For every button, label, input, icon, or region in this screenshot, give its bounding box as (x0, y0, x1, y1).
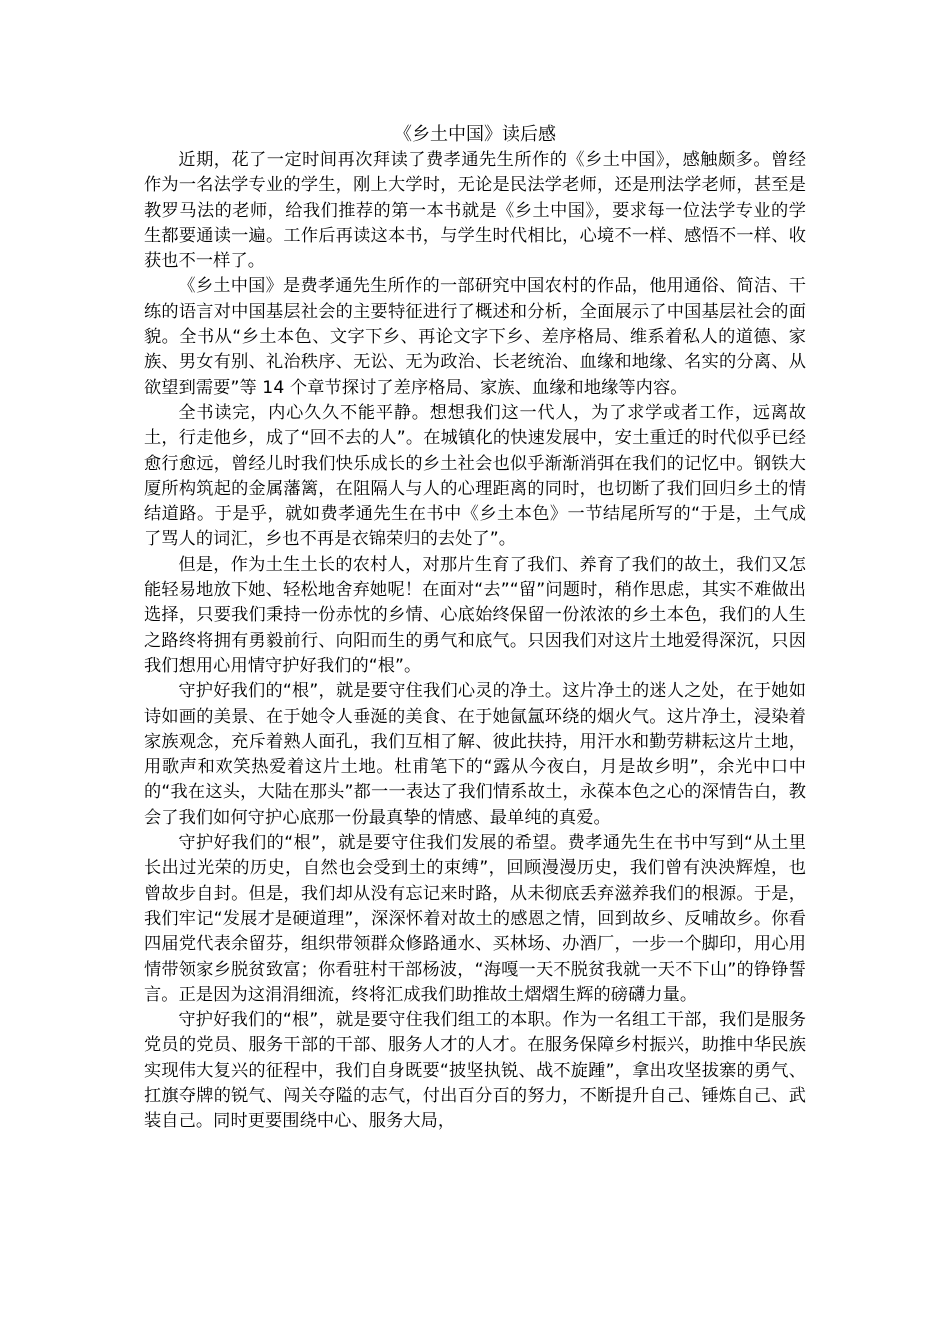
paragraph-6: 守护好我们的“根”，就是要守住我们发展的希望。费孝通先生在书中写到“从土里长出过光荣的历史，自然也会受到土的束缚”，回顾漫漫历史，我们曾有泱泱辉煌，也曾故步自封。但是，我们却从没有忘记来时路，从未彻底丢弃滋养我们的根源。于是，我们牢记“发展才是硬道理”，深深怀着对故土的感恩之情，回到故乡、反哺故乡。你看四届党代表余留芬，组织带领群众修路通水、买林场、办酒厂，一步一个脚印，用心用情带领家乡脱贫致富；你看驻村干部杨波，“海嘎一天不脱贫我就一天不下山”的铮铮誓言。正是因为这涓涓细流，终将汇成我们助推故土熠熠生辉的磅礴力量。 (144, 833, 806, 1005)
paragraph-7: 守护好我们的“根”，就是要守住我们组工的本职。作为一名组工干部，我们是服务党员的党员、服务干部的干部、服务人才的人才。在服务保障乡村振兴，助推中华民族实现伟大复兴的征程中，我们自身既要“披坚执锐、战不旋踵”，拿出攻坚拔寨的勇气、扛旗夺牌的锐气、闯关夺隘的志气，付出百分百的努力，不断提升自己、锤炼自己、武装自己。同时更要围绕中心、服务大局， (144, 1010, 806, 1132)
paragraph-1: 近期，花了一定时间再次拜读了费孝通先生所作的《乡土中国》，感触颇多。曾经作为一名法学专业的学生，刚上大学时，无论是民法学老师，还是刑法学老师，甚至是教罗马法的老师，给我们推荐的第一本书就是《乡土中国》，要求每一位法学专业的学生都要通读一遍。工作后再读这本书，与学生时代相比，心境不一样、感悟不一样、收获也不一样了。 (144, 150, 806, 272)
paragraph-4: 但是，作为土生土长的农村人，对那片生育了我们、养育了我们的故土，我们又怎能轻易地放下她、轻松地舍弃她呢！在面对“去”“留”问题时，稍作思虑，其实不难做出选择，只要我们秉持一份赤忱的乡情、心底始终保留一份浓浓的乡土本色，我们的人生之路终将拥有勇毅前行、向阳而生的勇气和底气。只因我们对这片土地爱得深沉，只因我们想用心用情守护好我们的“根”。 (144, 554, 806, 676)
paragraph-2: 《乡土中国》是费孝通先生所作的一部研究中国农村的作品，他用通俗、简洁、干练的语言对中国基层社会的主要特征进行了概述和分析，全面展示了中国基层社会的面貌。全书从“乡土本色、文字下乡、再论文字下乡、差序格局、维系着私人的道德、家族、男女有别、礼治秩序、无讼、无为政治、长老统治、血缘和地缘、名实的分离、从欲望到需要”等 14 个章节探讨了差序格局、家族、血缘和地缘等内容。 (144, 276, 806, 398)
document-title: 《乡土中国》读后感 (394, 124, 556, 145)
document-page (144, 122, 806, 1135)
paragraph-5: 守护好我们的“根”，就是要守住我们心灵的净土。这片净土的迷人之处，在于她如诗如画的美景、在于她令人垂涎的美食、在于她氤氲环绕的烟火气。这片净土，浸染着家族观念，充斥着熟人面孔，我们互相了解、彼此扶持，用汗水和勤劳耕耘这片土地，用歌声和欢笑热爱着这片土地。杜甫笔下的“露从今夜白，月是故乡明”，余光中口中的“我在这头，大陆在那头”都一一表达了我们情系故土，永葆本色之心的深情告白，教会了我们如何守护心底那一份最真挚的情感、最单纯的真爱。 (144, 681, 806, 828)
paragraph-3: 全书读完，内心久久不能平静。想想我们这一代人，为了求学或者工作，远离故土，行走他乡，成了“回不去的人”。在城镇化的快速发展中，安土重迁的时代似乎已经愈行愈远，曾经儿时我们快乐成长的乡土社会也似乎渐渐消弭在我们的记忆中。钢铁大厦所构筑起的金属藩篱，在阻隔人与人的心理距离的同时，也切断了我们回归乡土的情结道路。于是乎，就如费孝通先生在书中《乡土本色》一节结尾所写的“于是，土气成了骂人的词汇，乡也不再是衣锦荣归的去处了”。 (144, 402, 806, 550)
